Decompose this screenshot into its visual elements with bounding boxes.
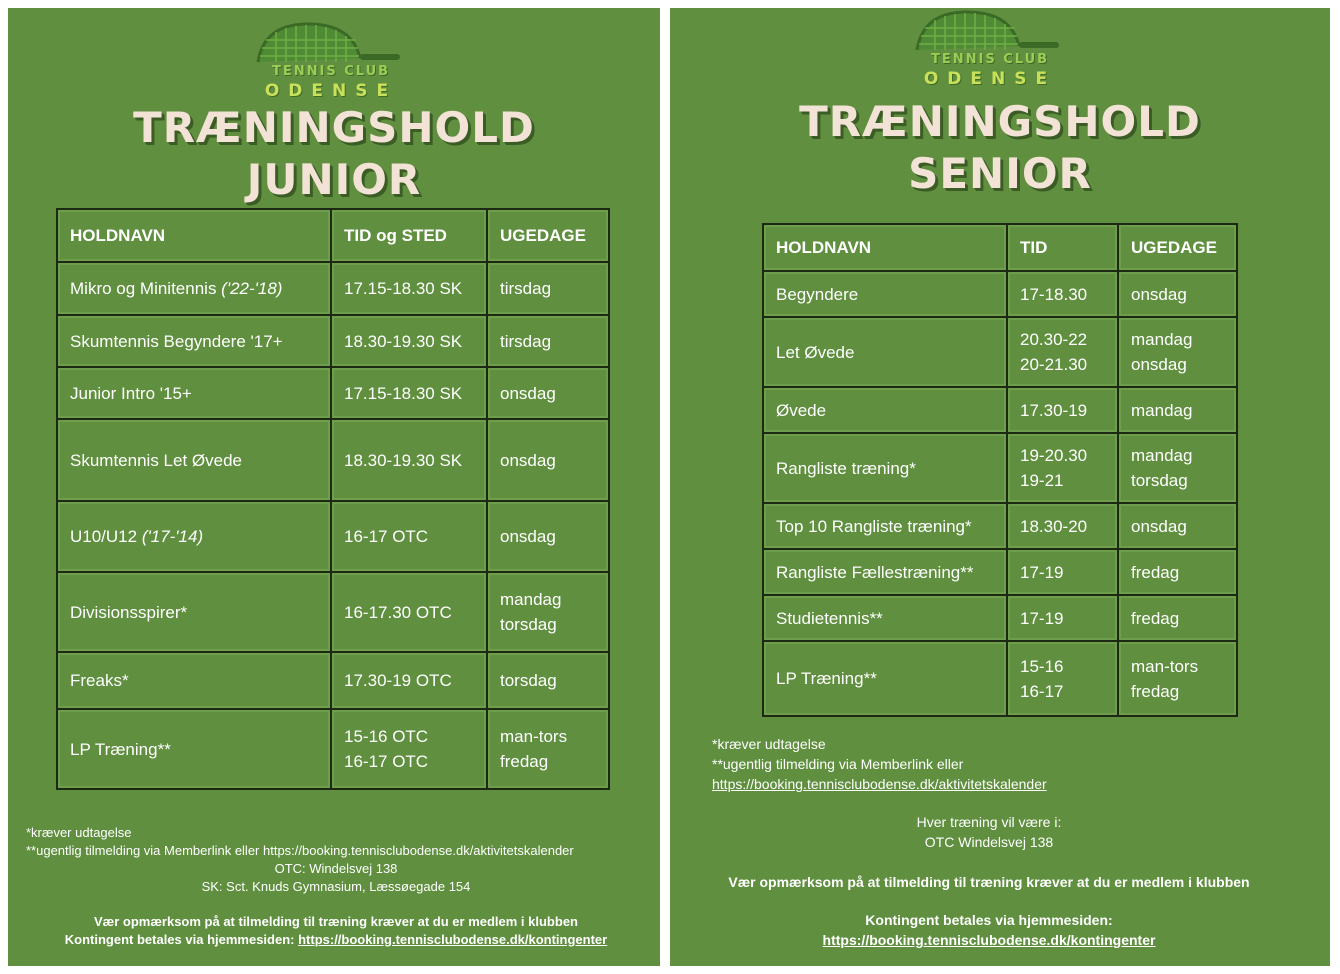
row-time: 16-17 OTC — [331, 501, 487, 572]
note-udtagelse: *kræver udtagelse — [712, 736, 826, 752]
row-days: onsdag — [487, 501, 609, 572]
table-row — [763, 595, 1237, 641]
row-name: Øvede — [763, 387, 1007, 433]
row-name: Skumtennis Begyndere '17+ — [57, 315, 331, 367]
row-name-years: ('22-'18) — [221, 279, 283, 298]
junior-schedule-table — [56, 208, 610, 790]
row-name — [57, 262, 331, 315]
row-name: LP Træning** — [763, 641, 1007, 716]
row-day-line: fredag — [500, 752, 549, 771]
row-time-line: 20-21.30 — [1020, 355, 1088, 374]
row-name: Studietennis** — [763, 595, 1007, 641]
note-udtagelse: *kræver udtagelse — [26, 825, 132, 840]
row-day-line: mandag — [1131, 330, 1193, 349]
header-holdnavn: HOLDNAVN — [57, 209, 331, 262]
row-days — [1118, 433, 1237, 503]
row-days: torsdag — [487, 652, 609, 709]
row-days: onsdag — [487, 367, 609, 419]
row-time-line: 15-16 — [1020, 656, 1064, 676]
title-line-1: TRÆNINGSHOLD — [133, 103, 535, 152]
row-time — [331, 709, 487, 789]
row-days: fredag — [1118, 549, 1237, 595]
senior-footnotes — [712, 734, 1312, 950]
note-kontingent-text: Kontingent betales via hjemmesiden: — [64, 932, 299, 947]
kontingent-link[interactable]: https://booking.tennisclubodense.dk/kontingenter — [822, 932, 1156, 948]
title-line-2: SENIOR — [908, 149, 1092, 198]
row-days: tirsdag — [487, 262, 609, 315]
row-time: 17.30-19 OTC — [331, 652, 487, 709]
header-tid-og-sted: TID og STED — [331, 209, 487, 262]
junior-footnotes — [26, 824, 646, 949]
row-name: LP Træning** — [57, 709, 331, 789]
table-row — [57, 652, 609, 709]
row-name: Skumtennis Let Øvede — [57, 419, 331, 501]
note-sk-address: SK: Sct. Knuds Gymnasium, Læssøegade 154 — [201, 879, 471, 894]
title-line-1: TRÆNINGSHOLD — [799, 97, 1201, 146]
row-name: Junior Intro '15+ — [57, 367, 331, 419]
note-membership: Vær opmærksom på at tilmelding til træning kræver at du er medlem i klubben — [94, 914, 578, 929]
row-time-line: 19-21 — [1020, 471, 1064, 490]
row-name: Rangliste Fællestræning** — [763, 549, 1007, 595]
row-day-line: man-tors — [1131, 656, 1199, 676]
row-day-line: mandag — [1131, 446, 1193, 465]
row-name: Top 10 Rangliste træning* — [763, 503, 1007, 549]
row-days — [1118, 317, 1237, 387]
row-time: 17.30-19 — [1007, 387, 1118, 433]
header-ugedage: UGEDAGE — [1118, 224, 1237, 271]
row-days — [487, 709, 609, 789]
row-time — [1007, 433, 1118, 503]
row-days: mandag — [1118, 387, 1237, 433]
row-time-line: 20.30-22 — [1020, 330, 1088, 349]
table-row — [763, 271, 1237, 317]
logo-club-text: TENNIS CLUB — [271, 64, 391, 79]
row-time: 17.15-18.30 SK — [331, 262, 487, 315]
row-time — [1007, 317, 1118, 387]
table-row — [763, 433, 1237, 503]
table-row — [763, 317, 1237, 387]
row-day-line: fredag — [1131, 681, 1180, 701]
row-time-line: 16-17 OTC — [344, 752, 429, 771]
row-day-line: mandag — [500, 590, 562, 609]
tennis-club-logo — [256, 20, 406, 102]
title-line-2: JUNIOR — [246, 155, 422, 204]
row-time-line: 19-20.30 — [1020, 446, 1088, 465]
row-days: fredag — [1118, 595, 1237, 641]
row-day-line: torsdag — [500, 615, 557, 634]
row-days — [1118, 641, 1237, 716]
row-time: 17-19 — [1007, 595, 1118, 641]
poster-title — [670, 96, 1330, 200]
table-row — [57, 419, 609, 501]
row-days: onsdag — [487, 419, 609, 501]
row-days: tirsdag — [487, 315, 609, 367]
row-time-line: 16-17 — [1020, 681, 1064, 701]
junior-poster — [8, 8, 660, 966]
row-days — [487, 572, 609, 652]
row-time: 17-18.30 — [1007, 271, 1118, 317]
senior-poster — [670, 8, 1330, 966]
header-ugedage: UGEDAGE — [487, 209, 609, 262]
row-name: Begyndere — [763, 271, 1007, 317]
note-tilmelding: **ugentlig tilmelding via Memberlink eller — [712, 756, 964, 772]
aktivitetskalender-link[interactable]: https://booking.tennisclubodense.dk/aktivitetskalender — [712, 776, 1047, 792]
table-header-row — [57, 209, 609, 262]
note-kontingent — [26, 931, 646, 949]
note-membership: Vær opmærksom på at tilmelding til træning kræver at du er medlem i klubben — [728, 874, 1250, 890]
row-time: 17.15-18.30 SK — [331, 367, 487, 419]
row-name-text: U10/U12 — [70, 527, 142, 546]
tennis-racket-icon — [256, 20, 406, 70]
row-days: onsdag — [1118, 271, 1237, 317]
poster-title — [8, 102, 660, 206]
logo-city-text: ODENSE — [264, 81, 398, 101]
table-row — [57, 315, 609, 367]
table-row — [57, 367, 609, 419]
note-tilmelding: **ugentlig tilmelding via Memberlink eller https://booking.tennisclubodense.dk/aktivitetskalender — [26, 843, 574, 858]
row-name-years: ('17-'14) — [141, 527, 204, 546]
logo-club-text: TENNIS CLUB — [930, 52, 1050, 67]
table-header-row — [763, 224, 1237, 271]
row-day-line: torsdag — [1131, 471, 1188, 490]
table-row — [763, 641, 1237, 716]
table-row — [57, 709, 609, 789]
row-day-line: onsdag — [1131, 355, 1187, 374]
row-name-text: Mikro og Minitennis — [70, 279, 222, 298]
table-row — [57, 501, 609, 572]
table-row — [763, 549, 1237, 595]
note-otc-address: OTC Windelsvej 138 — [924, 834, 1054, 850]
row-name: Let Øvede — [763, 317, 1007, 387]
header-tid: TID — [1007, 224, 1118, 271]
row-time-line: 15-16 OTC — [344, 727, 429, 746]
note-otc-address: OTC: Windelsvej 138 — [274, 861, 398, 876]
senior-schedule-table — [762, 223, 1238, 717]
row-name: Divisionsspirer* — [57, 572, 331, 652]
table-row — [763, 503, 1237, 549]
tennis-racket-icon — [915, 8, 1065, 58]
row-day-line: man-tors — [500, 727, 568, 746]
row-days: onsdag — [1118, 503, 1237, 549]
table-row — [57, 572, 609, 652]
table-row — [763, 387, 1237, 433]
kontingent-link[interactable]: https://booking.tennisclubodense.dk/kontingenter — [298, 932, 608, 947]
logo-city-text: ODENSE — [923, 69, 1057, 89]
row-name: Rangliste træning* — [763, 433, 1007, 503]
row-time: 18.30-19.30 SK — [331, 315, 487, 367]
row-time — [1007, 641, 1118, 716]
row-name: Freaks* — [57, 652, 331, 709]
table-row — [57, 262, 609, 315]
note-kontingent: Kontingent betales via hjemmesiden: — [865, 912, 1113, 928]
tennis-club-logo — [915, 8, 1065, 90]
row-name — [57, 501, 331, 572]
note-location-intro: Hver træning vil være i: — [916, 814, 1062, 830]
row-time: 18.30-19.30 SK — [331, 419, 487, 501]
row-time: 16-17.30 OTC — [331, 572, 487, 652]
row-time: 17-19 — [1007, 549, 1118, 595]
row-time: 18.30-20 — [1007, 503, 1118, 549]
header-holdnavn: HOLDNAVN — [763, 224, 1007, 271]
